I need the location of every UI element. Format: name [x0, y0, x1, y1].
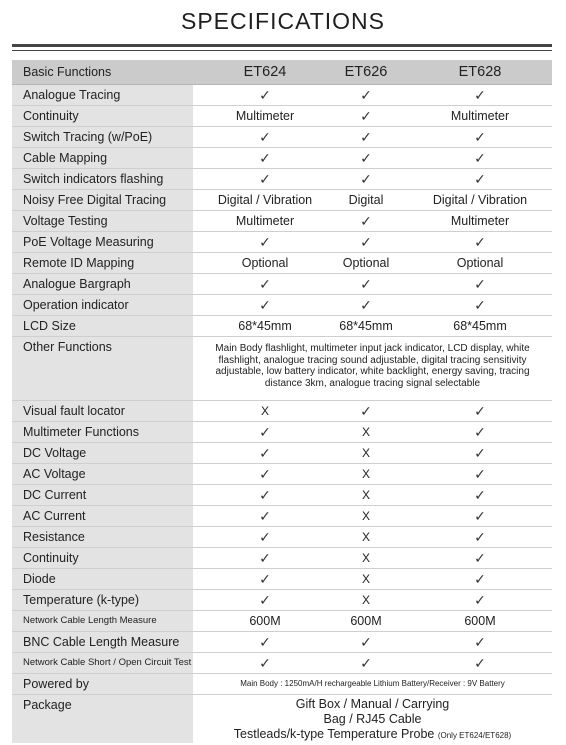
- table-row: [12, 316, 552, 337]
- check-icon: ✓: [360, 150, 372, 166]
- check-icon: ✓: [259, 529, 271, 545]
- other-functions-text: Main Body flashlight, multimeter input jack indicator, LCD display, white flashlight, analogue tracing sound adjustable, digital tracing sensitivity adjustable, low battery indicator, white backlight, energy saving, tracing distance 3km, analogue tracing signal selectable: [215, 343, 530, 389]
- check-icon: ✓: [474, 508, 486, 524]
- cross-icon: X: [361, 530, 370, 544]
- check-icon: ✓: [360, 129, 372, 145]
- table-row: [12, 632, 552, 653]
- check-icon: ✓: [259, 466, 271, 482]
- table-row: [12, 127, 552, 148]
- row-label: Network Cable Short / Open Circuit Test: [12, 653, 193, 673]
- package-text: [193, 695, 552, 745]
- check-icon: ✓: [474, 297, 486, 313]
- row-label: DC Voltage: [12, 443, 193, 463]
- check-icon: ✓: [259, 550, 271, 566]
- check-icon: ✓: [259, 171, 271, 187]
- row-label: Temperature (k-type): [12, 590, 193, 610]
- row-label: DC Current: [12, 485, 193, 505]
- table-cell: Optional: [456, 256, 504, 270]
- check-icon: ✓: [474, 592, 486, 608]
- row-label: Remote ID Mapping: [12, 253, 193, 273]
- table-row: [12, 506, 552, 527]
- table-cell: 600M: [464, 614, 496, 628]
- row-label: Cable Mapping: [12, 148, 193, 168]
- check-icon: ✓: [259, 445, 271, 461]
- row-label: Package: [12, 695, 193, 743]
- table-header-row: [12, 60, 552, 85]
- cross-icon: X: [361, 593, 370, 607]
- spec-table: [12, 60, 552, 743]
- check-icon: ✓: [474, 234, 486, 250]
- spec-rows-group-b: [12, 401, 552, 674]
- row-label: PoE Voltage Measuring: [12, 232, 193, 252]
- check-icon: ✓: [360, 403, 372, 419]
- table-row: [12, 232, 552, 253]
- row-label: Diode: [12, 569, 193, 589]
- check-icon: ✓: [259, 592, 271, 608]
- check-icon: ✓: [360, 213, 372, 229]
- table-row: [12, 274, 552, 295]
- title-rule-thick: [12, 44, 552, 47]
- table-cell: Optional: [342, 256, 390, 270]
- check-icon: ✓: [474, 403, 486, 419]
- row-label: BNC Cable Length Measure: [12, 632, 193, 652]
- table-cell: 600M: [350, 614, 382, 628]
- row-package: [12, 695, 552, 743]
- powered-by-text: Main Body : 1250mA/H rechargeable Lithium Battery/Receiver : 9V Battery: [240, 679, 505, 688]
- check-icon: ✓: [474, 424, 486, 440]
- package-line-2: Bag / RJ45 Cable: [323, 712, 422, 726]
- check-icon: ✓: [259, 424, 271, 440]
- check-icon: ✓: [474, 655, 486, 671]
- row-label: Continuity: [12, 106, 193, 126]
- row-label: Switch Tracing (w/PoE): [12, 127, 193, 147]
- row-label: Analogue Tracing: [12, 85, 193, 105]
- row-label: Other Functions: [12, 337, 193, 400]
- package-line-3: [193, 727, 552, 743]
- table-cell: Multimeter: [235, 214, 295, 228]
- row-label: Noisy Free Digital Tracing: [12, 190, 193, 210]
- check-icon: ✓: [259, 129, 271, 145]
- model-et626: ET626: [344, 64, 388, 80]
- table-cell: 68*45mm: [339, 319, 393, 333]
- check-icon: ✓: [259, 634, 271, 650]
- cross-icon: X: [361, 467, 370, 481]
- table-row: [12, 85, 552, 106]
- model-et624: ET624: [243, 64, 287, 80]
- row-label: Visual fault locator: [12, 401, 193, 421]
- cross-icon: X: [361, 488, 370, 502]
- table-row: [12, 422, 552, 443]
- row-label: Multimeter Functions: [12, 422, 193, 442]
- row-label: AC Current: [12, 506, 193, 526]
- cross-icon: X: [361, 572, 370, 586]
- check-icon: ✓: [360, 234, 372, 250]
- table-row: [12, 443, 552, 464]
- check-icon: ✓: [474, 87, 486, 103]
- check-icon: ✓: [259, 655, 271, 671]
- cross-icon: X: [361, 509, 370, 523]
- check-icon: ✓: [360, 276, 372, 292]
- table-row: [12, 169, 552, 190]
- table-row: [12, 211, 552, 232]
- check-icon: ✓: [474, 529, 486, 545]
- check-icon: ✓: [360, 655, 372, 671]
- title-rule-thin: [12, 50, 552, 51]
- check-icon: ✓: [474, 150, 486, 166]
- row-label: Network Cable Length Measure: [12, 611, 193, 631]
- table-cell: Digital / Vibration: [432, 193, 528, 207]
- table-cell: 68*45mm: [238, 319, 292, 333]
- table-row: [12, 611, 552, 632]
- check-icon: ✓: [474, 487, 486, 503]
- table-cell: 68*45mm: [453, 319, 507, 333]
- row-label: Powered by: [12, 674, 193, 694]
- row-label: LCD Size: [12, 316, 193, 336]
- row-label: Switch indicators flashing: [12, 169, 193, 189]
- cross-icon: X: [361, 446, 370, 460]
- check-icon: ✓: [259, 571, 271, 587]
- check-icon: ✓: [474, 129, 486, 145]
- cross-icon: X: [361, 551, 370, 565]
- table-row: [12, 148, 552, 169]
- check-icon: ✓: [474, 571, 486, 587]
- row-label: AC Voltage: [12, 464, 193, 484]
- table-row: [12, 548, 552, 569]
- check-icon: ✓: [259, 297, 271, 313]
- table-cell: Multimeter: [235, 109, 295, 123]
- page-title: SPECIFICATIONS: [181, 8, 385, 34]
- spec-rows-group-a: [12, 85, 552, 337]
- table-cell: 600M: [249, 614, 281, 628]
- check-icon: ✓: [474, 171, 486, 187]
- row-label: Continuity: [12, 548, 193, 568]
- check-icon: ✓: [259, 87, 271, 103]
- table-row: [12, 464, 552, 485]
- cross-icon: X: [260, 404, 269, 418]
- package-line-1: Gift Box / Manual / Carrying: [295, 697, 450, 711]
- check-icon: ✓: [474, 634, 486, 650]
- table-row: [12, 295, 552, 316]
- check-icon: ✓: [360, 297, 372, 313]
- table-cell: Digital: [348, 193, 384, 207]
- row-label: Analogue Bargraph: [12, 274, 193, 294]
- table-cell: Multimeter: [450, 214, 510, 228]
- check-icon: ✓: [259, 508, 271, 524]
- row-powered-by: [12, 674, 552, 695]
- package-line-3-text: Testleads/k-type Temperature Probe: [233, 727, 435, 741]
- table-row: [12, 590, 552, 611]
- package-note: (Only ET624/ET628): [437, 731, 512, 740]
- table-row: [12, 106, 552, 127]
- row-label: Voltage Testing: [12, 211, 193, 231]
- row-label: Operation indicator: [12, 295, 193, 315]
- table-cell: Digital / Vibration: [217, 193, 313, 207]
- check-icon: ✓: [474, 276, 486, 292]
- check-icon: ✓: [360, 87, 372, 103]
- check-icon: ✓: [259, 487, 271, 503]
- check-icon: ✓: [474, 466, 486, 482]
- check-icon: ✓: [259, 234, 271, 250]
- check-icon: ✓: [360, 171, 372, 187]
- table-row: [12, 190, 552, 211]
- table-row: [12, 569, 552, 590]
- model-et628: ET628: [458, 64, 502, 80]
- table-row: [12, 485, 552, 506]
- check-icon: ✓: [360, 634, 372, 650]
- check-icon: ✓: [360, 108, 372, 124]
- table-cell: Multimeter: [450, 109, 510, 123]
- table-row: [12, 653, 552, 674]
- check-icon: ✓: [259, 276, 271, 292]
- check-icon: ✓: [474, 445, 486, 461]
- check-icon: ✓: [474, 550, 486, 566]
- table-row: [12, 253, 552, 274]
- table-row: [12, 527, 552, 548]
- cross-icon: X: [361, 425, 370, 439]
- check-icon: ✓: [259, 150, 271, 166]
- table-row: [12, 401, 552, 422]
- row-other-functions: [12, 337, 552, 401]
- table-cell: Optional: [241, 256, 289, 270]
- row-label: Resistance: [12, 527, 193, 547]
- header-label: Basic Functions: [23, 65, 112, 79]
